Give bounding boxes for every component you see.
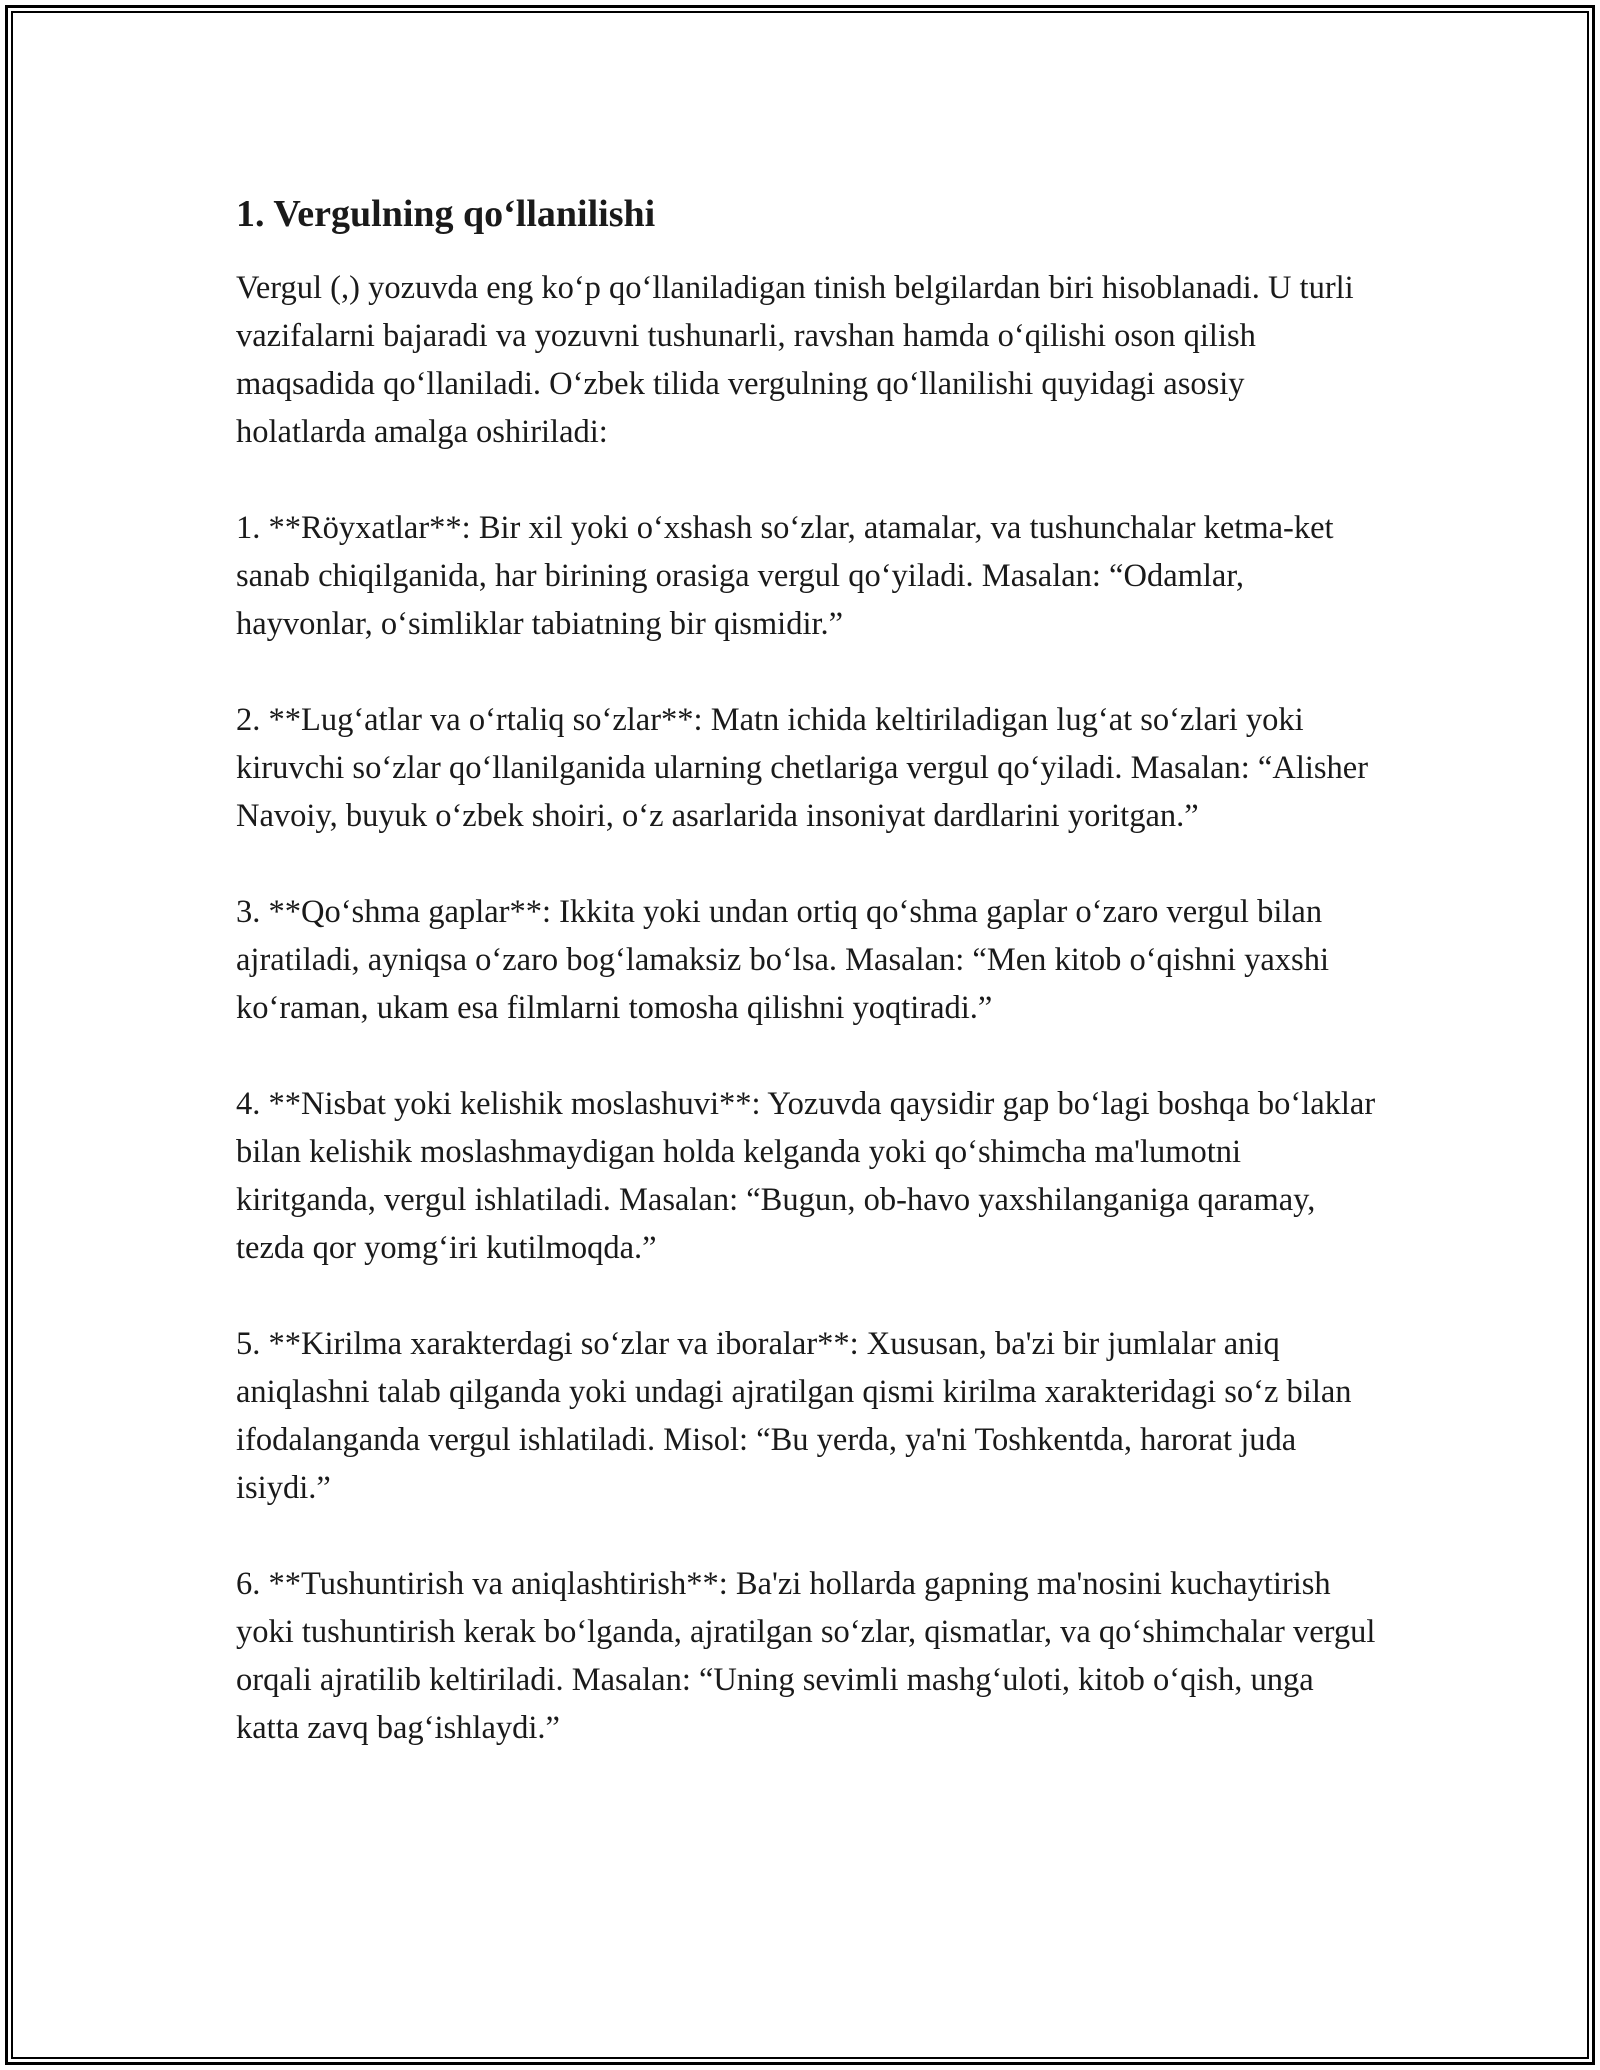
paragraph-spacer [236, 840, 1376, 888]
paragraph-spacer [236, 1512, 1376, 1560]
intro-paragraph: Vergul (,) yozuvda eng ko‘p qo‘llaniladigan tinish belgilardan biri hisoblanadi. U turli vazifalarni bajaradi va yozuvni tushunarli, ravshan hamda o‘qilishi oson qilish maqsadida qo‘llaniladi. O‘zbek tilida vergulning qo‘llanilishi quyidagi asosiy holatlarda amalga oshiriladi: [236, 270, 1354, 450]
list-item: 1. **Röyxatlar**: Bir xil yoki o‘xshash so‘zlar, atamalar, va tushunchalar ketma-ket sanab chiqilganida, har birining orasiga vergul qo‘yiladi. Masalan: “Odamlar, hayvonlar, o‘simliklar tabiatning bir qismidir.” [236, 510, 1334, 642]
list-item: 4. **Nisbat yoki kelishik moslashuvi**: Yozuvda qaysidir gap bo‘lagi boshqa bo‘laklar bilan kelishik moslashmaydigan holda kelganda yoki qo‘shimcha ma'lumotni kiritganda, vergul ishlatiladi. Masalan: “Bugun, ob-havo yaxshilanganiga qaramay, tezda qor yomg‘iri kutilmoqda.” [236, 1086, 1376, 1266]
paragraph-spacer [236, 456, 1376, 504]
list-item: 3. **Qo‘shma gaplar**: Ikkita yoki undan ortiq qo‘shma gaplar o‘zaro vergul bilan ajratiladi, ayniqsa o‘zaro bog‘lamaksiz bo‘lsa. Masalan: “Men kitob o‘qishni yaxshi ko‘raman, ukam esa filmlarni tomosha qilishni yoqtiradi.” [236, 894, 1329, 1026]
section-heading: 1. Vergulning qo‘llanilishi [236, 193, 656, 235]
paragraph-spacer [236, 1032, 1376, 1080]
paragraph-spacer [236, 648, 1376, 696]
list-item: 5. **Kirilma xarakterdagi so‘zlar va iboralar**: Xususan, ba'zi bir jumlalar aniq aniqlashni talab qilganda yoki undagi ajratilgan qismi kirilma xarakteridagi so‘z bilan ifodalanganda vergul ishlatiladi. Misol: “Bu yerda, ya'ni Toshkentda, harorat juda isiydi.” [236, 1326, 1352, 1506]
list-item: 6. **Tushuntirish va aniqlashtirish**: Ba'zi hollarda gapning ma'nosini kuchaytirish yoki tushuntirish kerak bo‘lganda, ajratilgan so‘zlar, qismatlar, va qo‘shimchalar vergul orqali ajratilib keltiriladi. Masalan: “Uning sevimli mashg‘uloti, kitob o‘qish, unga katta zavq bag‘ishlaydi.” [236, 1566, 1376, 1746]
paragraph-spacer [236, 1272, 1376, 1320]
document-body [236, 186, 1376, 1752]
list-item: 2. **Lug‘atlar va o‘rtaliq so‘zlar**: Matn ichida keltiriladigan lug‘at so‘zlari yoki kiruvchi so‘zlar qo‘llanilganida ularning chetlariga vergul qo‘yiladi. Masalan: “Alisher Navoiy, buyuk o‘zbek shoiri, o‘z asarlarida insoniyat dardlarini yoritgan.” [236, 702, 1369, 834]
